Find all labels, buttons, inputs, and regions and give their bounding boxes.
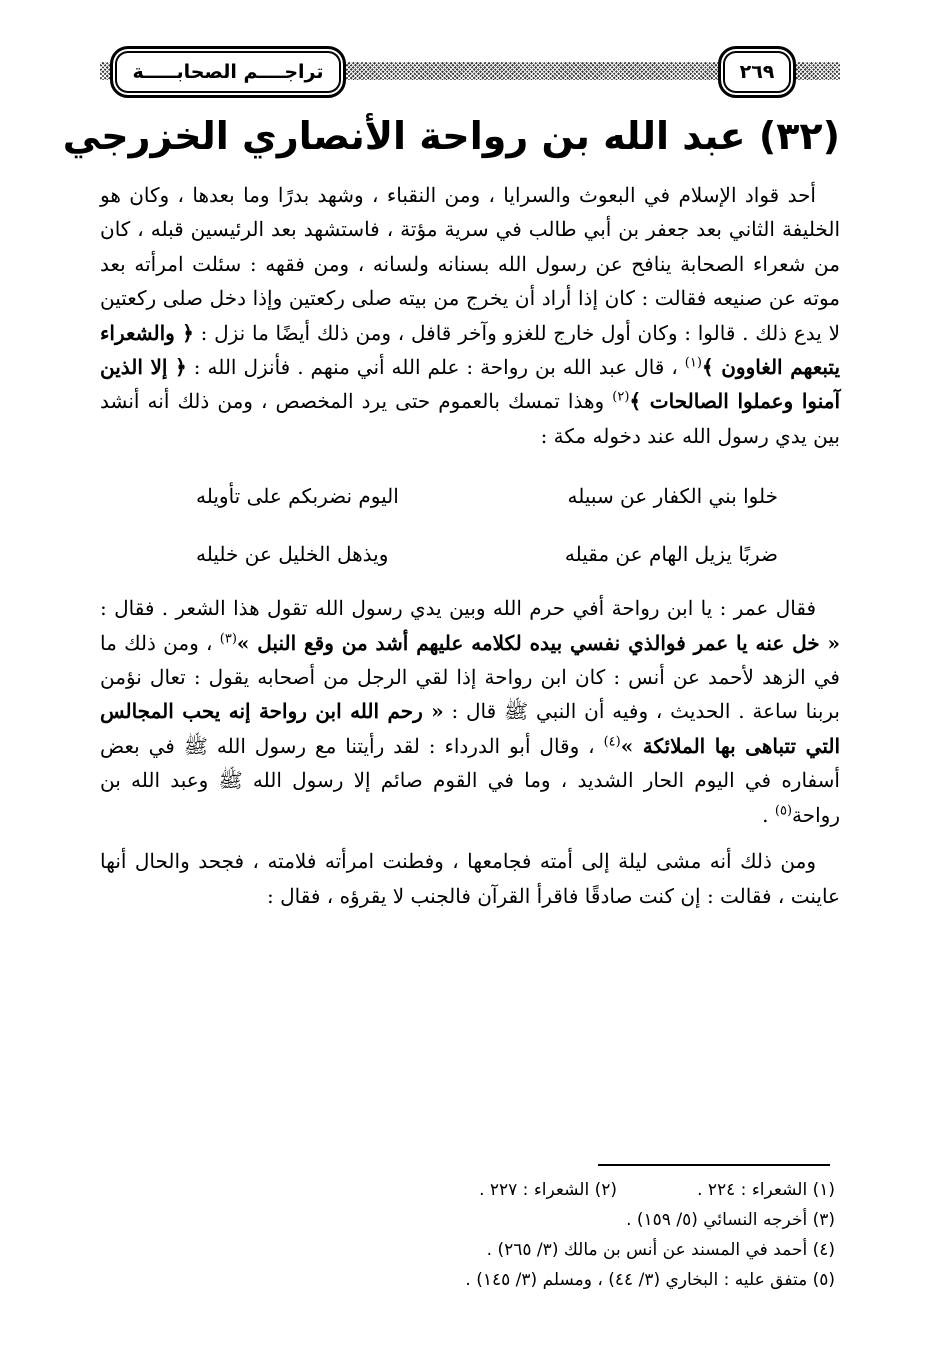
footnote-ref: (٥): [774, 803, 793, 819]
paragraph-text: ، ومن ذلك ما في الزهد لأحمد عن أنس : كان ابن رواحة إذا لقي الرجل من أصحابه يقول : تعال نؤمن بربنا ساعة . الحديث ، وفيه أن النبي ﷺ قال :: [100, 630, 840, 724]
footnote: (٣) أخرجه النسائي (٥/ ١٥٩) .: [626, 1210, 835, 1230]
footnote: (٤) أحمد في المسند عن أنس بن مالك (٣/ ٢٦٥) .: [486, 1240, 835, 1260]
footnote-ref: (٣): [219, 631, 237, 646]
poem-hemistich: اليوم نضربكم على تأويله: [196, 484, 399, 509]
hadith-quote: « رحم الله ابن رواحة إنه يحب المجالس التي تتباهى بها الملائكة »: [100, 699, 841, 758]
poem-hemistich: ضربًا يزيل الهام عن مقيله: [564, 542, 778, 567]
paragraph-text: فقال عمر : يا ابن رواحة أفي حرم الله وبين يدي رسول الله تقول هذا الشعر . فقال :: [100, 596, 817, 621]
chapter-title: (٣٢) عبد الله بن رواحة الأنصاري الخزرجي: [62, 114, 840, 158]
footnote-ref: (١): [684, 355, 702, 371]
footnote-row: [100, 1205, 835, 1235]
page-number: ٢٦٩: [718, 46, 796, 98]
footnote: (٢) الشعراء : ٢٢٧ .: [479, 1180, 617, 1200]
quran-quote: ﴿ إلا الذين آمنوا وعملوا الصالحات ﴾: [100, 355, 841, 414]
poem-verse: [100, 525, 840, 583]
paragraph-3: [100, 844, 840, 913]
paragraph-text: ، وقال أبو الدرداء : لقد رأيتنا مع رسول الله ﷺ في بعض أسفاره في اليوم الحار الشديد ، وما في القوم صائم إلا رسول الله ﷺ وعبد الله بن رواحة: [100, 733, 840, 827]
paragraph-text: ومن ذلك أنه مشى ليلة إلى أمته فجامعها ، وفطنت امرأته فلامته ، فجحد والحال أنها عاينت ، فقالت : إن كنت صادقًا فاقرأ القرآن فالجنب لا يقرؤه ، فقال :: [100, 849, 840, 908]
footnote-row: [100, 1235, 835, 1265]
poem-hemistich: ويذهل الخليل عن خليله: [196, 542, 389, 567]
paragraph-1: [100, 178, 840, 453]
poem-verse: [100, 467, 840, 525]
footnote: (٥) متفق عليه : البخاري (٣/ ٤٤) ، ومسلم (٣/ ١٤٥) .: [465, 1270, 835, 1290]
paragraph-text: أحد قواد الإسلام في البعوث والسرايا ، ومن النقباء ، وشهد بدرًا وما بعدها ، وكان هو الخليفة الثاني بعد جعفر بن أبي طالب في سرية مؤتة ، فاستشهد بعد الرئيسين قبله ، كان من شعراء الصحابة ينافح عن رسول الله بسنانه ولسانه ، ومن فقهه : سئلت امرأته بعد موته عن صنيعه فقالت : كان إذا أراد أن يخرج من بيته صلى ركعتين وإذا دخل صلى ركعتين لا يدع ذلك . قالوا : وكان أول خارج للغزو وآخر قافل ، ومن ذلك أيضًا ما نزل :: [100, 183, 840, 345]
poem-hemistich: خلوا بني الكفار عن سبيله: [567, 484, 778, 509]
running-header: [100, 46, 840, 98]
paragraph-text: .: [762, 802, 775, 827]
footnote-row: [100, 1175, 835, 1205]
footnotes: [100, 1175, 835, 1295]
footnote-ref: (٤): [603, 734, 621, 750]
paragraph-text: وهذا تمسك بالعموم حتى يرد المخصص ، ومن ذلك أنه أنشد بين يدي رسول الله عند دخوله مكة :: [100, 389, 840, 448]
footnote: (١) الشعراء : ٢٢٤ .: [697, 1180, 835, 1200]
paragraph-gap: [100, 832, 840, 844]
hadith-quote: « خل عنه يا عمر فوالذي نفسي بيده لكلامه عليهم أشد من وقع النبل »: [236, 630, 840, 655]
paragraph-2: [100, 591, 840, 832]
poem: [100, 467, 840, 583]
running-title: تراجــــم الصحابـــــة: [110, 46, 346, 98]
paragraph-text: ، قال عبد الله بن رواحة : علم الله أني منهم . فأنزل الله :: [193, 355, 678, 380]
footnote-row: [100, 1265, 835, 1295]
footnote-separator: [598, 1164, 830, 1166]
quran-quote: ﴿ والشعراء يتبعهم الغاوون ﴾: [100, 320, 841, 380]
body-text: [100, 178, 840, 913]
footnote-ref: (٢): [612, 389, 630, 405]
